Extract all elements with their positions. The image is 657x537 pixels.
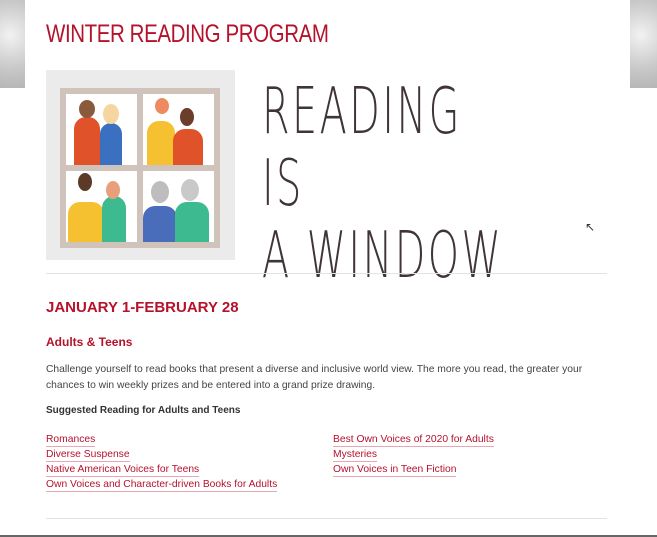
divider bbox=[46, 273, 607, 274]
link-own-voices-teen-fiction[interactable]: Own Voices in Teen Fiction bbox=[333, 464, 457, 475]
link-native-american-voices[interactable]: Native American Voices for Teens bbox=[46, 464, 200, 475]
link-own-voices-character-driven[interactable]: Own Voices and Character-driven Books for Adults bbox=[46, 479, 278, 490]
mouse-cursor-icon: ↖ bbox=[585, 220, 596, 234]
divider-bottom bbox=[46, 518, 607, 519]
date-heading: JANUARY 1-FEBRUARY 28 bbox=[46, 299, 239, 316]
background-right bbox=[630, 0, 657, 88]
reading-links-right bbox=[333, 434, 494, 477]
banner-headline bbox=[262, 76, 507, 292]
reading-links-left bbox=[46, 434, 277, 492]
audience-heading: Adults & Teens bbox=[46, 335, 133, 349]
window-illustration bbox=[46, 70, 235, 260]
link-best-own-voices-2020[interactable]: Best Own Voices of 2020 for Adults bbox=[333, 434, 494, 445]
link-mysteries[interactable]: Mysteries bbox=[333, 449, 378, 460]
banner-headline-line1: READING IS bbox=[262, 75, 462, 221]
banner-headline-line2: A WINDOW bbox=[262, 219, 504, 293]
link-diverse-suspense[interactable]: Diverse Suspense bbox=[46, 449, 130, 460]
page-title: WINTER READING PROGRAM bbox=[46, 20, 329, 48]
link-romances[interactable]: Romances bbox=[46, 434, 96, 445]
program-description: Challenge yourself to read books that present a diverse and inclusive world view. The more you read, the greater your chances to win weekly prizes and be entered into a grand prize drawing. bbox=[46, 364, 583, 391]
background-left bbox=[0, 0, 25, 88]
suggested-reading-heading: Suggested Reading for Adults and Teens bbox=[46, 405, 241, 416]
